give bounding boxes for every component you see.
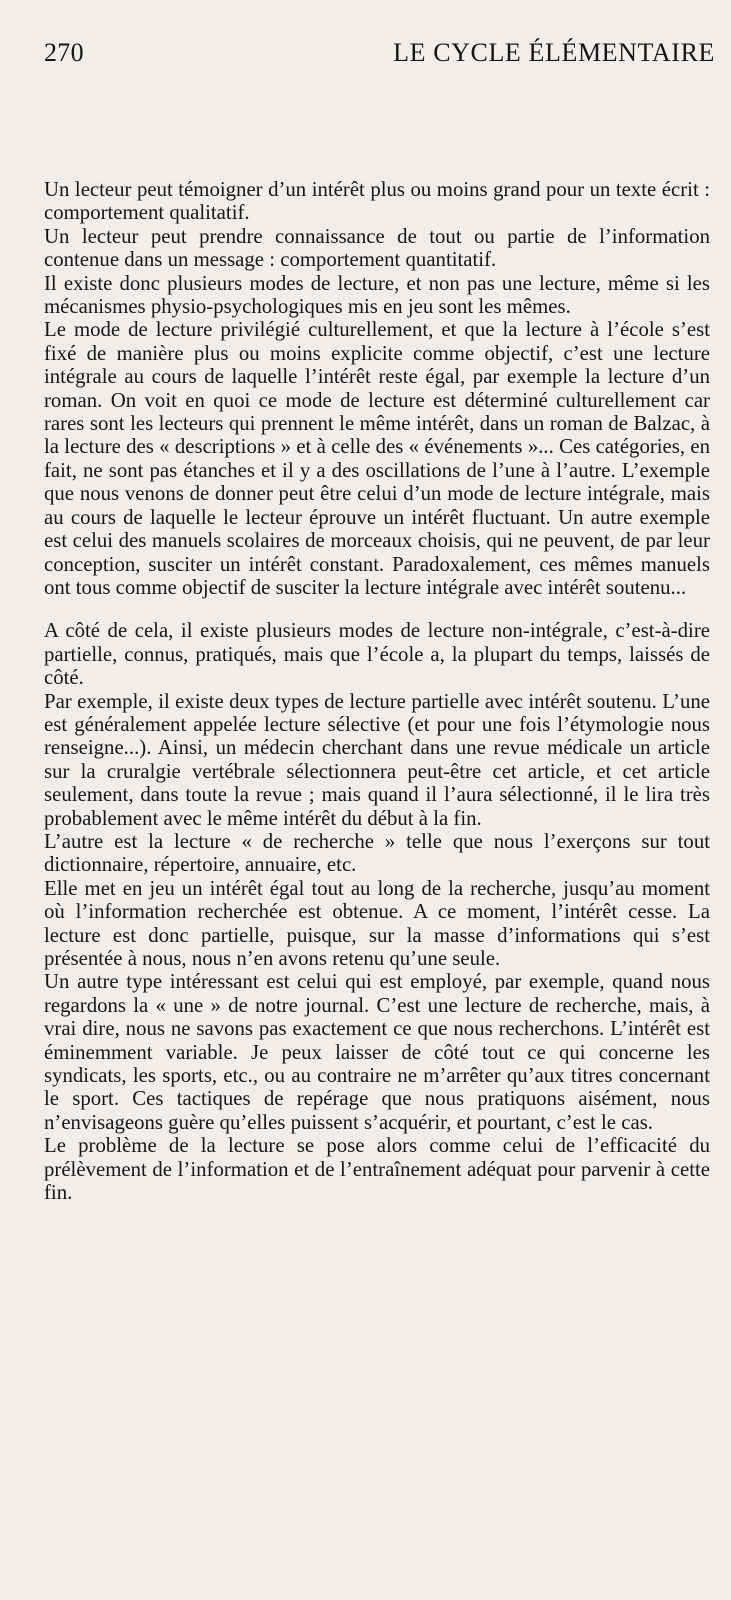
paragraph: A côté de cela, il existe plusieurs modes de lecture non-intégrale, c’est-à-dire partielle, connus, pratiqués, mais que l’école a, la plupart du temps, laissés de côté. — [44, 619, 710, 690]
paragraph: Elle met en jeu un intérêt égal tout au long de la recherche, jusqu’au moment où l’information recherchée est obtenue. A ce moment, l’intérêt cesse. La lecture est donc partielle, puisque, sur la masse d’informations qui s’est présentée à nous, nous n’en avons retenu qu’une seule. — [44, 876, 710, 970]
page-number: 270 — [44, 38, 84, 67]
paragraph: Le mode de lecture privilégié culturellement, et que la lecture à l’école s’est fixé de manière plus ou moins explicite comme objectif, c’est une lecture intégrale au cours de laquelle l’intérêt reste égal, par exemple la lecture d’un roman. On voit en quoi ce mode de lecture est déterminé culturellement car rares sont les lecteurs qui prennent le même intérêt, dans un roman de Balzac, à la lecture des « descriptions » et à celle des « événements »... Ces catégories, en fait, ne sont pas étanches et il y a des oscillations de l’une à l’autre. L’exemple que nous venons de donner peut être celui d’un mode de lecture intégrale, mais au cours de laquelle le lecteur éprouve un intérêt fluctuant. Un autre exemple est celui des manuels scolaires de morceaux choisis, qui ne peuvent, de par leur conception, susciter un intérêt constant. Paradoxalement, ces mêmes manuels ont tous comme objectif de susciter la lecture intégrale avec intérêt soutenu... — [44, 318, 710, 599]
body-text — [44, 178, 710, 1204]
paragraph: L’autre est la lecture « de recherche » telle que nous l’exerçons sur tout dictionnaire, répertoire, annuaire, etc. — [44, 829, 710, 877]
section-break — [44, 599, 710, 619]
paragraph: Un lecteur peut témoigner d’un intérêt plus ou moins grand pour un texte écrit : comportement qualitatif. — [44, 178, 710, 225]
paragraph: Un autre type intéressant est celui qui est employé, par exemple, quand nous regardons la « une » de notre journal. C’est une lecture de recherche, mais, à vrai dire, nous ne savons pas exactement ce que nous recherchons. L’intérêt est éminemment variable. Je peux laisser de côté tout ce qui concerne les syndicats, les sports, etc., ou au contraire ne m’arrêter qu’aux titres concernant le sport. Ces tactiques de repérage que nous pratiquons aisément, nous n’envisageons guère qu’elles puissent s’acquérir, et pourtant, c’est le cas. — [44, 970, 710, 1134]
paragraph: Un lecteur peut prendre connaissance de tout ou partie de l’information contenue dans un message : comportement quantitatif. — [44, 224, 710, 272]
paragraph: Le problème de la lecture se pose alors comme celui de l’efficacité du prélèvement de l’information et de l’entraînement adéquat pour parvenir à cette fin. — [44, 1134, 710, 1205]
paragraph: Par exemple, il existe deux types de lecture partielle avec intérêt soutenu. L’une est généralement appelée lecture sélective (et pour une fois l’étymologie nous renseigne...). Ainsi, un médecin cherchant dans une revue médicale un article sur la cruralgie vertébrale sélectionnera peut-être cet article, et cet article seulement, dans toute la revue ; mais quand il l’aura sélectionné, il le lira très probablement avec le même intérêt du début à la fin. — [44, 689, 710, 830]
running-head — [44, 38, 715, 72]
chapter-title: LE CYCLE ÉLÉMENTAIRE — [393, 38, 715, 67]
paragraph: Il existe donc plusieurs modes de lecture, et non pas une lecture, même si les mécanismes physio-psychologiques mis en jeu sont les mêmes. — [44, 271, 710, 319]
